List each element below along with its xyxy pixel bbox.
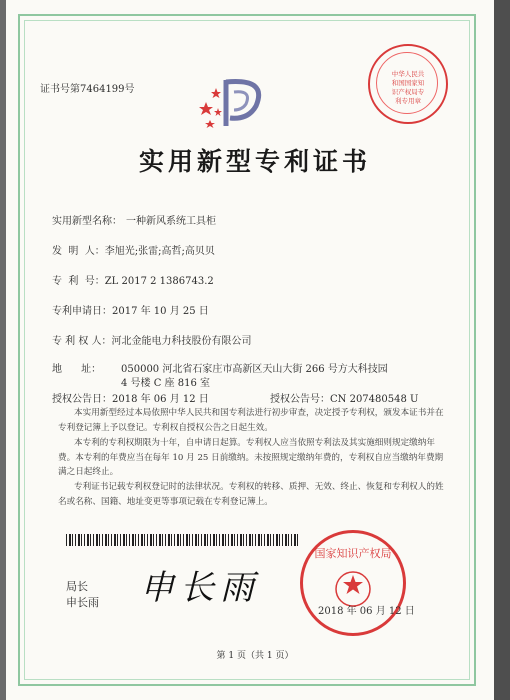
director-title: 局长: [66, 580, 88, 593]
filing-date-field: [52, 302, 209, 317]
body-paragraph-1: 本实用新型经过本局依照中华人民共和国专利法进行初步审查，决定授予专利权，颁发本证书并在专利登记簿上予以登记。专利权自授权公告之日起生效。: [58, 408, 444, 433]
office-seal: [300, 530, 406, 636]
special-seal: [368, 44, 448, 124]
certificate-number-label: 证书号第: [40, 84, 80, 95]
grant-number-value: CN 207480548 U: [330, 394, 419, 405]
grant-date-value: 2018 年 06 月 12 日: [112, 394, 209, 405]
patent-number-field: [52, 272, 214, 287]
filing-date-value: 2017 年 10 月 25 日: [112, 306, 209, 317]
page-footer: 第 1 页（共 1 页）: [216, 651, 294, 661]
inventor-value: 李旭光;张雷;高哲;高贝贝: [104, 246, 215, 257]
director-name: 申长雨: [66, 596, 99, 609]
name-field: [52, 212, 216, 227]
address-line-2: 4 号楼 C 座 816 室: [121, 378, 210, 389]
certificate-number-suffix: 号: [124, 84, 135, 95]
name-label: 实用新型名称：: [52, 216, 122, 227]
patent-number-value: ZL 2017 2 1386743.2: [104, 276, 214, 287]
inventor-label: 发 明 人：: [52, 246, 105, 257]
patent-number-label: 专 利 号：: [52, 276, 105, 287]
barcode: [66, 534, 298, 546]
body-paragraph-2: 本专利的专利权期限为十年，自申请日起算。专利权人应当依照专利法及其实施细则规定缴纳年费。本专利的年费应当在每年 10 月 25 日前缴纳。未按照规定缴纳年费的，专利权自应当缴纳年费期满之日起终止。: [58, 438, 444, 477]
address-field: [52, 360, 101, 375]
grant-number-field: [270, 390, 418, 405]
grant-number-label: 授权公告号：: [270, 394, 330, 405]
address-label: 地 址：: [52, 364, 102, 375]
certificate-title: 实用新型专利证书: [138, 147, 371, 176]
inventor-field: [52, 242, 215, 257]
grant-date-field: [52, 390, 209, 405]
body-paragraph-3: 专利证书记载专利权登记时的法律状况。专利权的转移、质押、无效、终止、恢复和专利权人的姓名或名称、国籍、地址变更等事项记载在专利登记簿上。: [58, 482, 444, 507]
special-seal-text: 中华人民共和国国家知识产权局专利专用章: [391, 70, 425, 105]
national-star-icon: [343, 575, 363, 594]
star-icon: [199, 88, 222, 128]
seal-date: 2018 年 06 月 12 日: [318, 606, 415, 617]
address-line-1: 050000 河北省石家庄市高新区天山大街 266 号方大科技园: [121, 364, 388, 375]
grant-date-label: 授权公告日：: [52, 394, 112, 405]
office-seal-text: 国家知识产权局: [314, 547, 392, 560]
scan-edge: [494, 0, 510, 700]
patent-office-logo: [196, 72, 280, 136]
holder-value: 河北金能电力科技股份有限公司: [111, 336, 252, 347]
office-seal-emblem: [303, 533, 403, 633]
handwritten-signature: 申长雨: [140, 568, 260, 608]
certificate-number-value: 7464199: [80, 84, 125, 95]
certificate-number: [40, 80, 135, 95]
filing-date-label: 专利申请日：: [52, 306, 112, 317]
holder-field: [52, 332, 252, 347]
name-value: 一种新风系统工具柜: [126, 216, 216, 227]
holder-label: 专 利 权 人：: [52, 336, 112, 347]
